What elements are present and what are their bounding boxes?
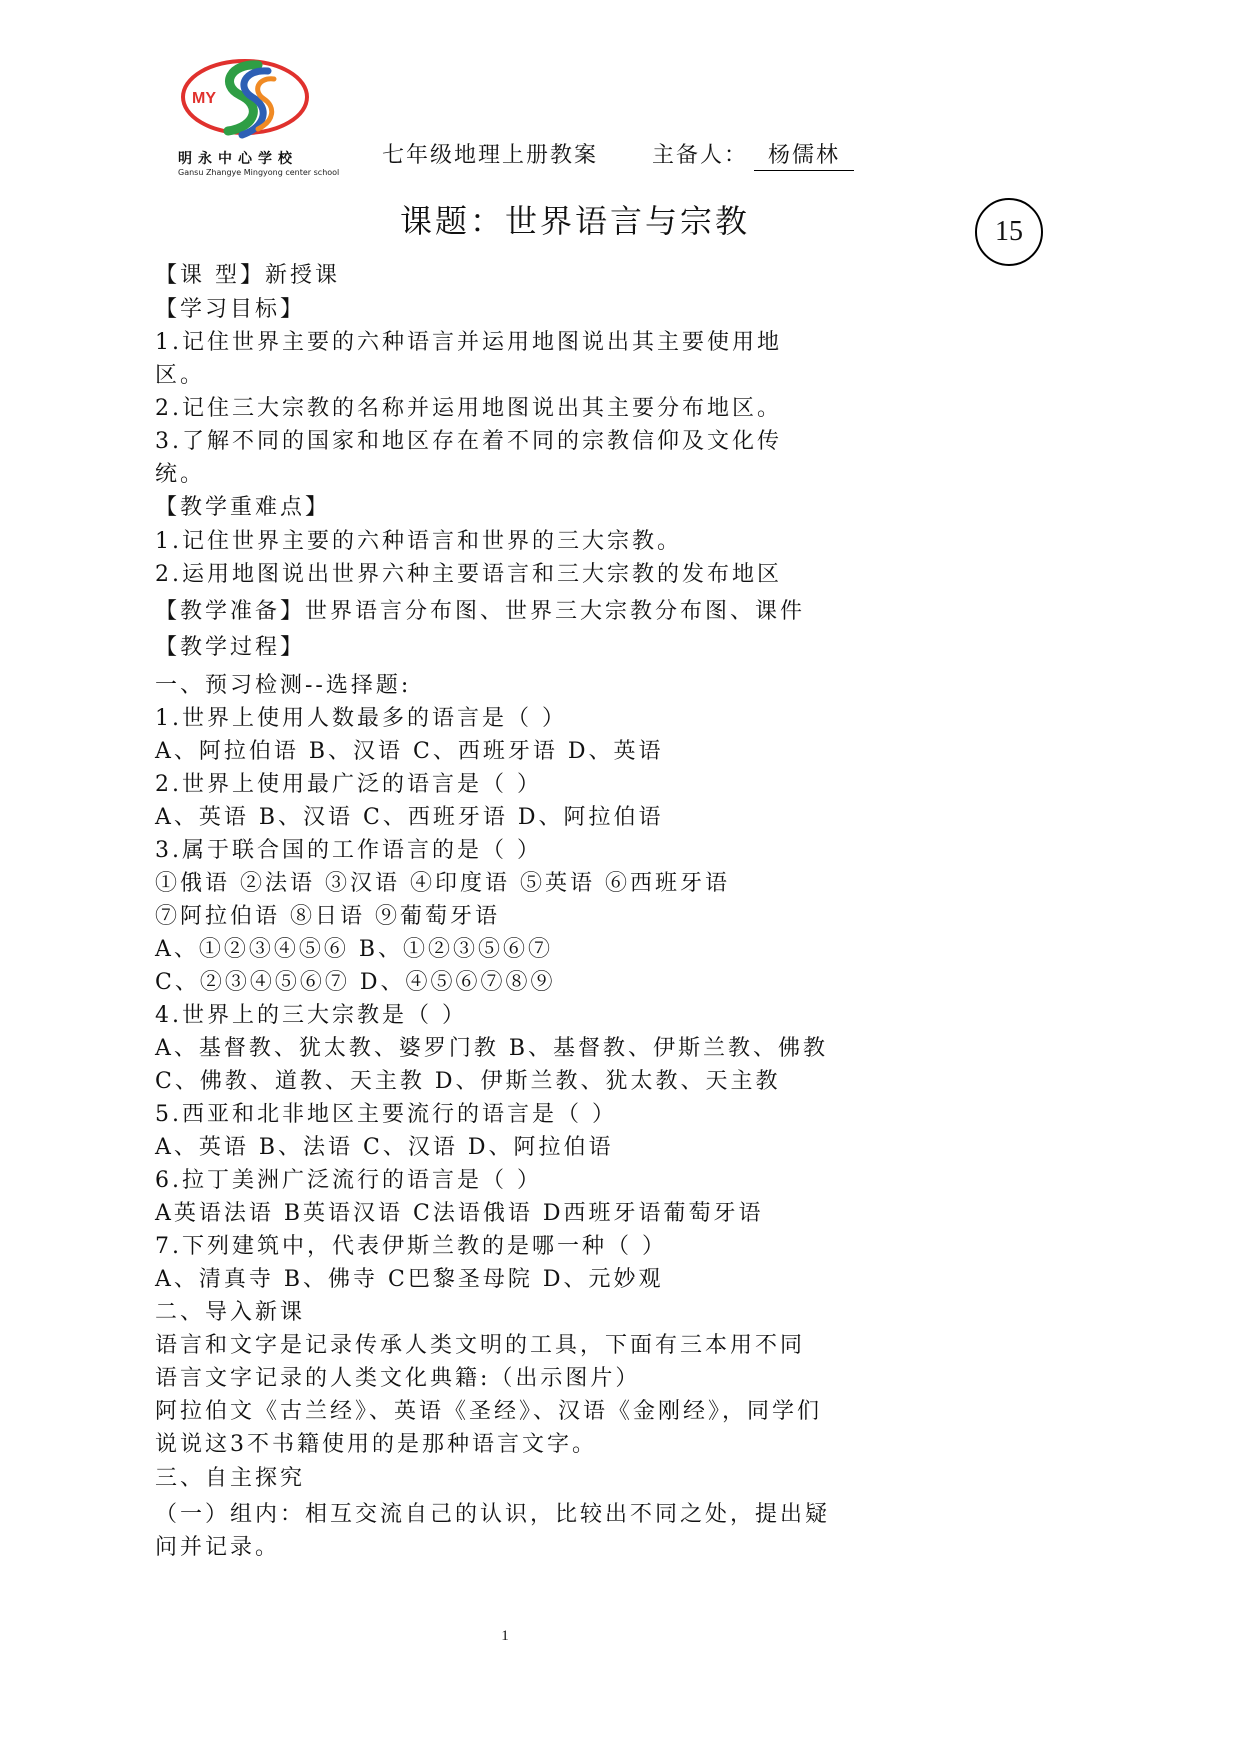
doc-line: 【教学重难点】 (155, 495, 331, 520)
doc-line: A、基督教、犹太教、婆罗门教 B、基督教、伊斯兰教、佛教 (155, 1036, 829, 1061)
doc-line: 统。 (155, 462, 206, 487)
doc-line: （一）组内：相互交流自己的认识，比较出不同之处，提出疑 (155, 1502, 831, 1527)
doc-line: ⑦阿拉伯语 ⑧日语 ⑨葡萄牙语 (155, 904, 500, 929)
doc-line: 3.属于联合国的工作语言的是（ ） (155, 838, 542, 863)
doc-line: ①俄语 ②法语 ③汉语 ④印度语 ⑤英语 ⑥西班牙语 (155, 871, 730, 896)
doc-line: 语言和文字是记录传承人类文明的工具，下面有三本用不同 (155, 1333, 806, 1358)
doc-line: 1.世界上使用人数最多的语言是（ ） (155, 706, 567, 731)
page-number: 1 (501, 1628, 509, 1644)
doc-line: 【教学过程】 (155, 635, 306, 660)
page-header (382, 138, 854, 171)
doc-line: C、②③④⑤⑥⑦ D、④⑤⑥⑦⑧⑨ (155, 970, 556, 995)
doc-line: A英语法语 B英语汉语 C法语俄语 D西班牙语葡萄牙语 (155, 1201, 764, 1226)
course-name: 七年级地理上册教案 (382, 143, 599, 168)
doc-line: C、佛教、道教、天主教 D、伊斯兰教、犹太教、天主教 (155, 1069, 781, 1094)
doc-line: 3.了解不同的国家和地区存在着不同的宗教信仰及文化传 (155, 429, 782, 454)
logo-letters: MY (192, 90, 216, 107)
doc-line: 2.世界上使用最广泛的语言是（ ） (155, 772, 542, 797)
doc-line: 【教学准备】世界语言分布图、世界三大宗教分布图、课件 (155, 599, 806, 624)
doc-line: 语言文字记录的人类文化典籍:（出示图片） (155, 1366, 641, 1391)
doc-line: A、英语 B、汉语 C、西班牙语 D、阿拉伯语 (155, 805, 664, 830)
doc-line: 2.记住三大宗教的名称并运用地图说出其主要分布地区。 (155, 396, 782, 421)
lesson-number: 15 (995, 216, 1023, 247)
doc-line: 4.世界上的三大宗教是（ ） (155, 1003, 467, 1028)
school-logo-mark (170, 55, 320, 150)
doc-line: A、清真寺 B、佛寺 C巴黎圣母院 D、元妙观 (155, 1267, 664, 1292)
doc-line: 二、导入新课 (155, 1300, 306, 1325)
page-title: 课题：世界语言与宗教 (400, 202, 751, 240)
doc-line: 2.运用地图说出世界六种主要语言和三大宗教的发布地区 (155, 562, 782, 587)
doc-line: 7.下列建筑中，代表伊斯兰教的是哪一种（ ） (155, 1234, 667, 1259)
doc-line: 说说这3不书籍使用的是那种语言文字。 (155, 1432, 597, 1457)
doc-line: 区。 (155, 363, 206, 388)
doc-line: 问并记录。 (155, 1535, 281, 1560)
logo-school-english: Gansu Zhangye Mingyong center school (178, 168, 340, 177)
doc-line: 5.西亚和北非地区主要流行的语言是（ ） (155, 1102, 617, 1127)
doc-line: 6.拉丁美洲广泛流行的语言是（ ） (155, 1168, 542, 1193)
doc-line: 一、预习检测--选择题: (155, 673, 412, 698)
doc-line: 三、自主探究 (155, 1466, 306, 1491)
doc-line: A、阿拉伯语 B、汉语 C、西班牙语 D、英语 (155, 739, 664, 764)
doc-line: A、英语 B、法语 C、汉语 D、阿拉伯语 (155, 1135, 614, 1160)
author-label: 主备人： (652, 143, 749, 168)
doc-line: A、①②③④⑤⑥ B、①②③⑤⑥⑦ (155, 937, 554, 962)
author-name: 杨儒林 (754, 138, 854, 171)
doc-line: 【学习目标】 (155, 297, 306, 322)
doc-line: 【课 型】新授课 (155, 263, 340, 288)
logo-school-name: 明永中心学校 (178, 151, 298, 167)
doc-line: 阿拉伯文《古兰经》、英语《圣经》、汉语《金刚经》，同学们 (155, 1399, 823, 1424)
doc-line: 1.记住世界主要的六种语言并运用地图说出其主要使用地 (155, 330, 782, 355)
doc-line: 1.记住世界主要的六种语言和世界的三大宗教。 (155, 529, 682, 554)
lesson-number-badge (975, 198, 1043, 266)
